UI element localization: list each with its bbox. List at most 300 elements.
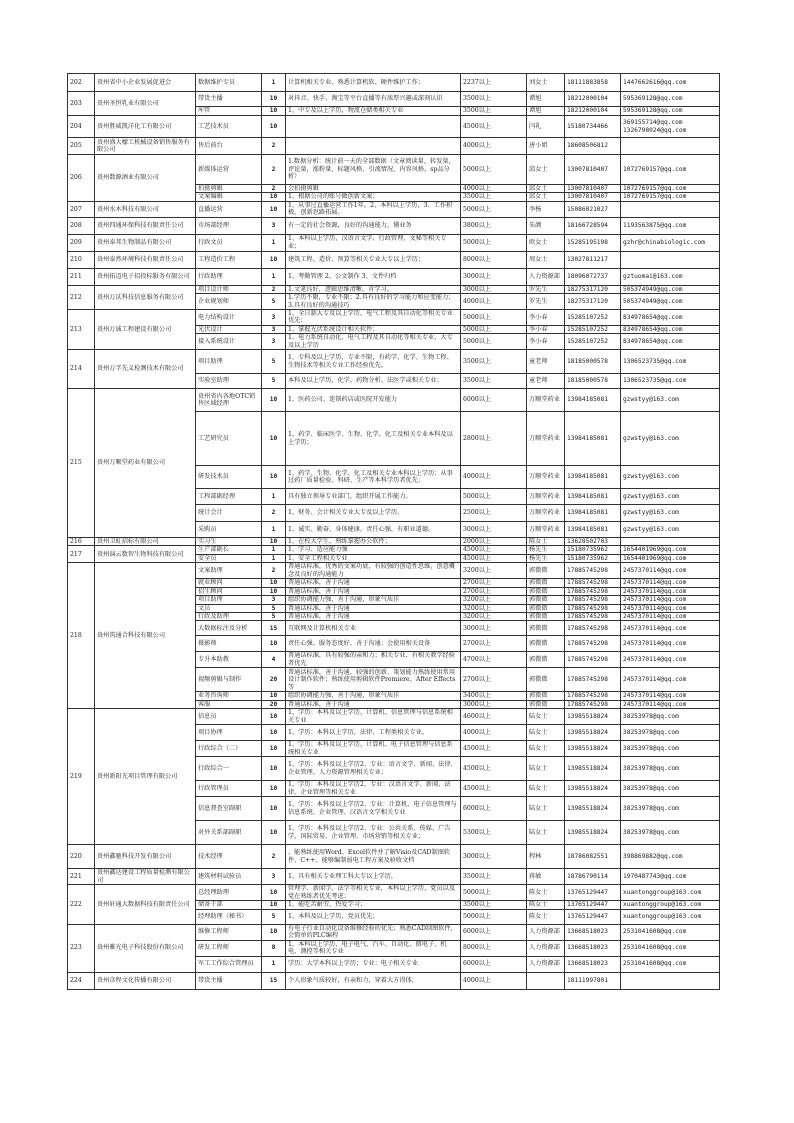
table-row (68, 92, 720, 107)
job-listings-body (68, 74, 720, 990)
table-row (68, 924, 720, 940)
company-name-cell: 贵州演云数智生物科技有限公司 (95, 546, 196, 563)
contact-person-cell: 万顺堂药业 (527, 389, 565, 412)
requirements-cell: 1、学历：本科以上学历，法律、工程类相关专业。 (286, 725, 461, 741)
salary-cell: 3500以上 (461, 869, 527, 885)
table-row (68, 845, 720, 869)
requirements-cell: 1、全日制大专及以上学历，电气工程及其自动化等相关专业优先； (286, 310, 461, 326)
email-cell: 1970487743@qq.com (621, 869, 720, 885)
contact-person-cell: 邱女士 (527, 155, 565, 185)
salary-cell: 3800以上 (461, 217, 527, 234)
company-name-cell: 贵州卫虹招标有限公司 (95, 538, 196, 546)
phone-cell: 13027811217 (565, 251, 621, 268)
table-row (68, 389, 720, 412)
position-cell: 带货主播 (196, 972, 262, 989)
phone-cell: 18185000578 (565, 350, 621, 374)
headcount-cell: 10 (262, 821, 286, 845)
requirements-cell: 建筑工程、造价、预算等相关专业大专以上学历； (286, 251, 461, 268)
requirements-cell: 普通话标准，善于沟通，较强的创新、策划能力熟练使用常用设计制作软件；熟练使用剪辑软件Premiere、After Effects等 (286, 668, 461, 692)
phone-cell: 13765129447 (565, 909, 621, 924)
requirements-cell: 1、学历：本科及以上学历2、专业：计算机、电子信息管理与信息系统、企业管理、汉语言文学相关专业 (286, 797, 461, 821)
phone-cell: 13984185081 (565, 389, 621, 412)
requirements-cell: 1、根据公司的账号做创新文案； (286, 193, 461, 201)
phone-cell: 18212000104 (565, 92, 621, 107)
position-cell: 带货主播 (196, 92, 262, 107)
company-name-cell: 贵州万沃科技信息服务有限公司 (95, 285, 196, 309)
contact-person-cell: 郭微微 (527, 596, 565, 604)
phone-cell: 18275317120 (565, 294, 621, 310)
position-cell: 工艺技术员 (196, 116, 262, 138)
table-row (68, 709, 720, 725)
phone-cell: 13007810407 (565, 193, 621, 201)
headcount-cell: 10 (262, 193, 286, 201)
email-cell (621, 538, 720, 546)
requirements-cell: 普通话标准，具有较强的亲和力；相关专业，有相关教学经验者优先 (286, 652, 461, 668)
email-cell: 2457370114@qq.com (621, 612, 720, 620)
salary-cell: 2700以上 (461, 668, 527, 692)
phone-cell: 18786790114 (565, 869, 621, 885)
email-cell: gzwstyy@163.com (621, 412, 720, 466)
contact-person-cell: 唐小姐 (527, 138, 565, 155)
requirements-cell: 1、在校大学生，熟练掌握办公软件； (286, 538, 461, 546)
headcount-cell: 2 (262, 185, 286, 193)
requirements-cell: 互联网及计算机相关专业 (286, 621, 461, 636)
phone-cell: 13985518824 (565, 797, 621, 821)
contact-person-cell: 闫礼 (527, 116, 565, 138)
email-cell: 2457370114@qq.com (621, 652, 720, 668)
serial-number-cell: 224 (68, 972, 95, 989)
phone-cell: 13007810407 (565, 155, 621, 185)
salary-cell: 3200以上 (461, 612, 527, 620)
headcount-cell: 10 (262, 538, 286, 546)
phone-cell: 13985518824 (565, 821, 621, 845)
salary-cell: 2700以上 (461, 579, 527, 587)
headcount-cell: 5 (262, 374, 286, 389)
salary-cell: 4000以上 (461, 725, 527, 741)
position-cell: 新媒体运营 (196, 155, 262, 185)
phone-cell: 17885745298 (565, 596, 621, 604)
phone-cell: 15285107252 (565, 310, 621, 326)
headcount-cell: 15 (262, 621, 286, 636)
salary-cell: 2000以上 (461, 538, 527, 546)
company-name-cell: 贵州圣恒乳业有限公司 (95, 92, 196, 116)
email-cell: 398869882@qq.com (621, 845, 720, 869)
email-cell: 2457370114@qq.com (621, 668, 720, 692)
table-row (68, 116, 720, 138)
company-name-cell: 贵州数源酒业有限公司 (95, 155, 196, 202)
serial-number-cell: 217 (68, 546, 95, 563)
email-cell: xuantonggroup@163.com (621, 885, 720, 901)
phone-cell: 13668518023 (565, 956, 621, 972)
email-cell: 38253978@qq.com (621, 821, 720, 845)
company-name-cell: 贵州泰然环境科技有限责任公司 (95, 251, 196, 268)
contact-person-cell: 陆女士 (527, 741, 565, 757)
requirements-cell: 1、中专及以上学历，物流仓储类相关专业 (286, 107, 461, 116)
table-row (68, 74, 720, 92)
headcount-cell: 10 (262, 692, 286, 700)
requirements-cell: 1.数据分析：统计前一天的全部数据（文章阅读量，转发量，评论量，涨粉量，标题风格，引流情况，内容风格，sp品分析） (286, 155, 461, 185)
phone-cell: 18111883858 (565, 74, 621, 92)
phone-cell: 13984185081 (565, 466, 621, 489)
salary-cell: 3500以上 (461, 92, 527, 107)
position-cell: 行政综合（二） (196, 741, 262, 757)
email-cell: 38253978@qq.com (621, 757, 720, 781)
phone-cell: 18111997801 (565, 972, 621, 989)
salary-cell: 4000以上 (461, 466, 527, 489)
email-line: 369155714@qq.com (623, 119, 683, 127)
serial-number-cell: 220 (68, 845, 95, 869)
position-cell: 专升本助教 (196, 652, 262, 668)
salary-cell: 3000以上 (461, 522, 527, 538)
requirements-cell: 1、电力系统自动化，电气工程及其自动化等相关专业，大专及以上学历 (286, 334, 461, 350)
phone-cell: 17885745298 (565, 579, 621, 587)
email-cell: 38253978@qq.com (621, 781, 720, 797)
salary-cell: 4500以上 (461, 546, 527, 554)
serial-number-cell: 221 (68, 869, 95, 885)
requirements-cell: 1、从事过直播运营工作1年。2、本科以上学历，3、工作积极，创新思路拓展。 (286, 201, 461, 217)
email-cell: 595369128@qq.com (621, 107, 720, 116)
email-cell (621, 251, 720, 268)
email-cell: 2457370114@qq.com (621, 587, 720, 595)
position-cell: 直播运营 (196, 201, 262, 217)
position-cell: 维修工程师 (196, 924, 262, 940)
contact-person-cell: 郭微微 (527, 621, 565, 636)
position-cell: 就业顾问 (196, 579, 262, 587)
position-cell: 客服 (196, 700, 262, 708)
position-cell: 拍摄剪辑 (196, 185, 262, 193)
position-cell: 大数据标注及分析 (196, 621, 262, 636)
email-cell: 2531041608@qq.com (621, 940, 720, 956)
salary-cell: 4000以上 (461, 972, 527, 989)
headcount-cell: 1 (262, 554, 286, 562)
headcount-cell: 10 (262, 757, 286, 781)
phone-cell: 15285195198 (565, 234, 621, 251)
phone-cell: 13985518824 (565, 781, 621, 797)
contact-person-cell: 李小春 (527, 325, 565, 333)
salary-cell: 5000以上 (461, 310, 527, 326)
headcount-cell: 10 (262, 781, 286, 797)
contact-person-cell: 蒋敏 (527, 869, 565, 885)
salary-cell: 4000以上 (461, 294, 527, 310)
phone-cell: 17885745298 (565, 636, 621, 652)
serial-number-cell: 213 (68, 310, 95, 350)
email-cell: 2457370114@qq.com (621, 621, 720, 636)
headcount-cell: 3 (262, 334, 286, 350)
contact-person-cell: 万顺堂药业 (527, 522, 565, 538)
requirements-cell: 普通话标准，善于沟通 (286, 587, 461, 595)
requirements-cell: 对抖音、快手、淘宝等平台直播等有浓厚兴趣或深刻认识 (286, 92, 461, 107)
salary-cell: 4700以上 (461, 652, 527, 668)
headcount-cell: 2 (262, 155, 286, 185)
salary-cell: 5300以上 (461, 821, 527, 845)
contact-person-cell: 人力资源部 (527, 924, 565, 940)
contact-person-cell: 郭微微 (527, 652, 565, 668)
salary-cell: 2237以上 (461, 74, 527, 92)
position-cell: 项目协理 (196, 725, 262, 741)
position-cell: 市场部经理 (196, 217, 262, 234)
serial-number-cell: 218 (68, 563, 95, 709)
company-name-cell: 贵州胜威凯洋化工有限公司 (95, 116, 196, 138)
contact-person-cell: 杨先生 (527, 546, 565, 554)
table-row (68, 885, 720, 901)
email-cell: 2531041608@qq.com (621, 924, 720, 940)
phone-cell: 18786082551 (565, 845, 621, 869)
headcount-cell: 3 (262, 310, 286, 326)
headcount-cell: 3 (262, 325, 286, 333)
salary-cell: 6000以上 (461, 956, 527, 972)
email-cell: 38253978@qq.com (621, 709, 720, 725)
requirements-cell: 1、诚实、勤奋、身体健康，责任心强，有职业道德。 (286, 522, 461, 538)
table-row (68, 285, 720, 293)
salary-cell: 3000以上 (461, 700, 527, 708)
headcount-cell: 10 (262, 924, 286, 940)
position-cell: 工程部副经理 (196, 489, 262, 505)
salary-cell: 3000以上 (461, 621, 527, 636)
email-cell: 2457370114@qq.com (621, 604, 720, 612)
phone-cell: 13984185081 (565, 505, 621, 522)
contact-person-cell (527, 972, 565, 989)
phone-cell: 13007810407 (565, 185, 621, 193)
salary-cell: 4500以上 (461, 757, 527, 781)
email-cell: 1306523735@qq.com (621, 374, 720, 389)
table-row (68, 538, 720, 546)
phone-cell: 18185000578 (565, 374, 621, 389)
requirements-cell: 普通话标准，善于沟通 (286, 612, 461, 620)
requirements-cell: 有电子行业自动化设备维修经验的优先；熟悉CAD制图软件，会简单的PLC编程 (286, 924, 461, 940)
requirements-cell (286, 138, 461, 155)
headcount-cell: 10 (262, 412, 286, 466)
salary-cell: 4000以上 (461, 138, 527, 155)
headcount-cell: 10 (262, 201, 286, 217)
phone-cell: 13628502703 (565, 538, 621, 546)
requirements-cell: 责任心强、服务态度好、善于沟通；会使用相关设备 (286, 636, 461, 652)
position-cell: 数据维护专员 (196, 74, 262, 92)
headcount-cell: 2 (262, 505, 286, 522)
requirements-cell: 1、安全工程相关专业 (286, 554, 461, 562)
position-cell: 业务咨询师 (196, 692, 262, 700)
contact-person-cell: 人力资源部 (527, 956, 565, 972)
headcount-cell: 1 (262, 522, 286, 538)
email-cell: gzwstyy@163.com (621, 389, 720, 412)
requirements-cell: 1、药学、生物、化学、化工及相关专业本科以上学历；从事过药厂质量检验、科研、生产等本科学历者优先； (286, 466, 461, 489)
headcount-cell: 10 (262, 885, 286, 901)
phone-cell: 13765129447 (565, 885, 621, 901)
phone-cell: 18275317120 (565, 285, 621, 293)
contact-person-cell: 欧女士 (527, 234, 565, 251)
headcount-cell: 10 (262, 797, 286, 821)
requirements-cell: 1.文笔良好，逻辑思维清晰，肯学习。 (286, 285, 461, 293)
position-cell: 行政助理 (196, 268, 262, 285)
salary-cell: 8000以上 (461, 251, 527, 268)
requirements-cell: 组织协调能力强，善于沟通，形象气质佳 (286, 596, 461, 604)
contact-person-cell: 童老师 (527, 350, 565, 374)
email-cell: gzwstyy@163.com (621, 489, 720, 505)
email-cell (621, 138, 720, 155)
company-name-cell: 贵州盛大檬工机械设备销售服务有限公司 (95, 138, 196, 155)
requirements-cell: 1、专科及以上学历，专业不限，有药学、化学、生物工程、生物技术等相关专业工作经验优先。 (286, 350, 461, 374)
email-cell: 1072769157@qq.com (621, 193, 720, 201)
headcount-cell: 2 (262, 563, 286, 579)
salary-cell: 6000以上 (461, 389, 527, 412)
position-cell: 技术经理 (196, 845, 262, 869)
email-cell: xuantonggroup@163.com (621, 909, 720, 924)
company-name-cell: 贵州雅光电子科技股份有限公司 (95, 924, 196, 972)
phone-cell: 15180734466 (565, 116, 621, 138)
salary-cell: 3200以上 (461, 563, 527, 579)
phone-cell: 17885745298 (565, 700, 621, 708)
phone-cell: 13765129447 (565, 901, 621, 909)
serial-number-cell: 210 (68, 251, 95, 268)
phone-cell: 17885745298 (565, 612, 621, 620)
salary-cell: 3500以上 (461, 901, 527, 909)
headcount-cell: 3 (262, 217, 286, 234)
contact-person-cell: 刘女士 (527, 74, 565, 92)
requirements-cell (286, 116, 461, 138)
position-cell: 采购员 (196, 522, 262, 538)
position-cell: 光伏设计 (196, 325, 262, 333)
contact-person-cell: 郭微微 (527, 668, 565, 692)
salary-cell: 6000以上 (461, 924, 527, 940)
requirements-cell: 1、学历：本科及以上学历2、专业：汉语言文学、新闻、法律、企业管理等相关专业 (286, 781, 461, 797)
contact-person-cell: 陆女士 (527, 797, 565, 821)
table-row (68, 350, 720, 374)
email-cell: 2531041608@qq.com (621, 956, 720, 972)
phone-cell: 13985518824 (565, 725, 621, 741)
position-cell: 贵州省内各地OTC销售区域经理 (196, 389, 262, 412)
email-cell: 1072769157@qq.com (621, 155, 720, 185)
position-cell: 文员 (196, 604, 262, 612)
phone-cell: 17885745298 (565, 587, 621, 595)
contact-person-cell: 郭微微 (527, 604, 565, 612)
position-cell: 信息员 (196, 709, 262, 725)
headcount-cell: 10 (262, 741, 286, 757)
company-name-cell: 贵州万孚先义检测技术有限公司 (95, 350, 196, 389)
requirements-cell: 个人形象气质较好，有亲和力，穿着大方得体， (286, 972, 461, 989)
email-cell: 1447662616@qq.com (621, 74, 720, 92)
headcount-cell: 10 (262, 587, 286, 595)
salary-cell: 2800以上 (461, 412, 527, 466)
headcount-cell: 10 (262, 466, 286, 489)
contact-person-cell: 杨先生 (527, 554, 565, 562)
contact-person-cell: 谭旭 (527, 107, 565, 116)
salary-cell: 3500以上 (461, 107, 527, 116)
email-cell: 2457370114@qq.com (621, 692, 720, 700)
headcount-cell: 3 (262, 596, 286, 604)
contact-person-cell: 陈女士 (527, 538, 565, 546)
position-cell: 行政综合一 (196, 757, 262, 781)
contact-person-cell: 谭旭 (527, 92, 565, 107)
contact-person-cell: 陆女士 (527, 757, 565, 781)
position-cell: 经理助理（秘书） (196, 909, 262, 924)
requirements-cell: 具有独立领导专业部门，组织开展工作能力。 (286, 489, 461, 505)
email-cell: xuantonggroup@163.com (621, 901, 720, 909)
phone-cell: 17885745298 (565, 563, 621, 579)
phone-cell: 13984185081 (565, 489, 621, 505)
company-name-cell: 贵州万诚工程建设有限公司 (95, 310, 196, 350)
salary-cell: 5000以上 (461, 885, 527, 901)
headcount-cell: 10 (262, 107, 286, 116)
email-cell: 38253978@qq.com (621, 741, 720, 757)
requirements-cell: 1、医药公司、连锁药店或医院开发能力 (286, 389, 461, 412)
requirements-cell: 1、学历：本科及以上学历2、专业：公共关系、传媒、广告学、国际贸易、企业管理、市场营销等相关专业； (286, 821, 461, 845)
contact-person-cell: 罗先生 (527, 294, 565, 310)
table-row (68, 138, 720, 155)
position-cell: 实验室助理 (196, 374, 262, 389)
position-cell: 统计会计 (196, 505, 262, 522)
email-cell: 2457370114@qq.com (621, 700, 720, 708)
contact-person-cell: 郭微微 (527, 636, 565, 652)
salary-cell: 3400以上 (461, 692, 527, 700)
headcount-cell: 15 (262, 972, 286, 989)
position-cell: 项目设计师 (196, 285, 262, 293)
requirements-cell: 1、能吃苦耐劳，热爱学习； (286, 901, 461, 909)
contact-person-cell: 周女士 (527, 251, 565, 268)
headcount-cell: 5 (262, 604, 286, 612)
position-cell: 对外关系部副职 (196, 821, 262, 845)
position-cell: 工艺研究员 (196, 412, 262, 466)
headcount-cell: 1 (262, 74, 286, 92)
serial-number-cell: 223 (68, 924, 95, 972)
contact-person-cell: 陈女士 (527, 901, 565, 909)
table-row (68, 869, 720, 885)
salary-cell: 3000以上 (461, 845, 527, 869)
email-cell: gzwstyy@163.com (621, 466, 720, 489)
position-cell: 实习生 (196, 538, 262, 546)
phone-cell: 13668518023 (565, 940, 621, 956)
salary-cell: 5000以上 (461, 909, 527, 924)
requirements-cell: 会拍摄剪辑 (286, 185, 461, 193)
contact-person-cell: 罗先生 (527, 285, 565, 293)
email-cell: 2457370114@qq.com (621, 563, 720, 579)
position-cell: 工程造价工程 (196, 251, 262, 268)
salary-cell: 4500以上 (461, 741, 527, 757)
contact-person-cell: 郭微微 (527, 587, 565, 595)
headcount-cell: 5 (262, 294, 286, 310)
serial-number-cell: 215 (68, 389, 95, 538)
position-cell: 研发工程师 (196, 940, 262, 956)
requirements-cell: 1、药学、临床医学、生物、化学、化工及相关专业本科及以上学历； (286, 412, 461, 466)
headcount-cell: 10 (262, 709, 286, 725)
email-cell: 2457370114@qq.com (621, 596, 720, 604)
contact-person-cell: 郭微微 (527, 579, 565, 587)
phone-cell: 15180735962 (565, 546, 621, 554)
position-cell: 视频剪辑与制作 (196, 668, 262, 692)
email-cell: gztuomai@163.com (621, 268, 720, 285)
company-name-cell: 贵州新阳光项目管理有限公司 (95, 709, 196, 845)
headcount-cell: 10 (262, 92, 286, 107)
headcount-cell: 1 (262, 268, 286, 285)
position-cell: 行政及助理 (196, 612, 262, 620)
contact-person-cell: 陆女士 (527, 709, 565, 725)
company-name-cell: 贵州泰邦生物制品有限公司 (95, 234, 196, 251)
position-cell: 企业规划师 (196, 294, 262, 310)
headcount-cell: 3 (262, 869, 286, 885)
contact-person-cell: 人力资源部 (527, 940, 565, 956)
email-cell: 38253978@qq.com (621, 797, 720, 821)
phone-cell: 17885745298 (565, 621, 621, 636)
position-cell: 信息督查室副职 (196, 797, 262, 821)
table-row (68, 155, 720, 185)
table-row (68, 268, 720, 285)
email-cell: gzhr@chinabiologic.com (621, 234, 720, 251)
contact-person-cell: 邱女士 (527, 185, 565, 193)
contact-person-cell: 陈女士 (527, 885, 565, 901)
headcount-cell: 1 (262, 956, 286, 972)
contact-person-cell: 李小春 (527, 310, 565, 326)
email-cell: 1306523735@qq.com (621, 350, 720, 374)
table-row (68, 546, 720, 554)
salary-cell: 3500以上 (461, 374, 527, 389)
